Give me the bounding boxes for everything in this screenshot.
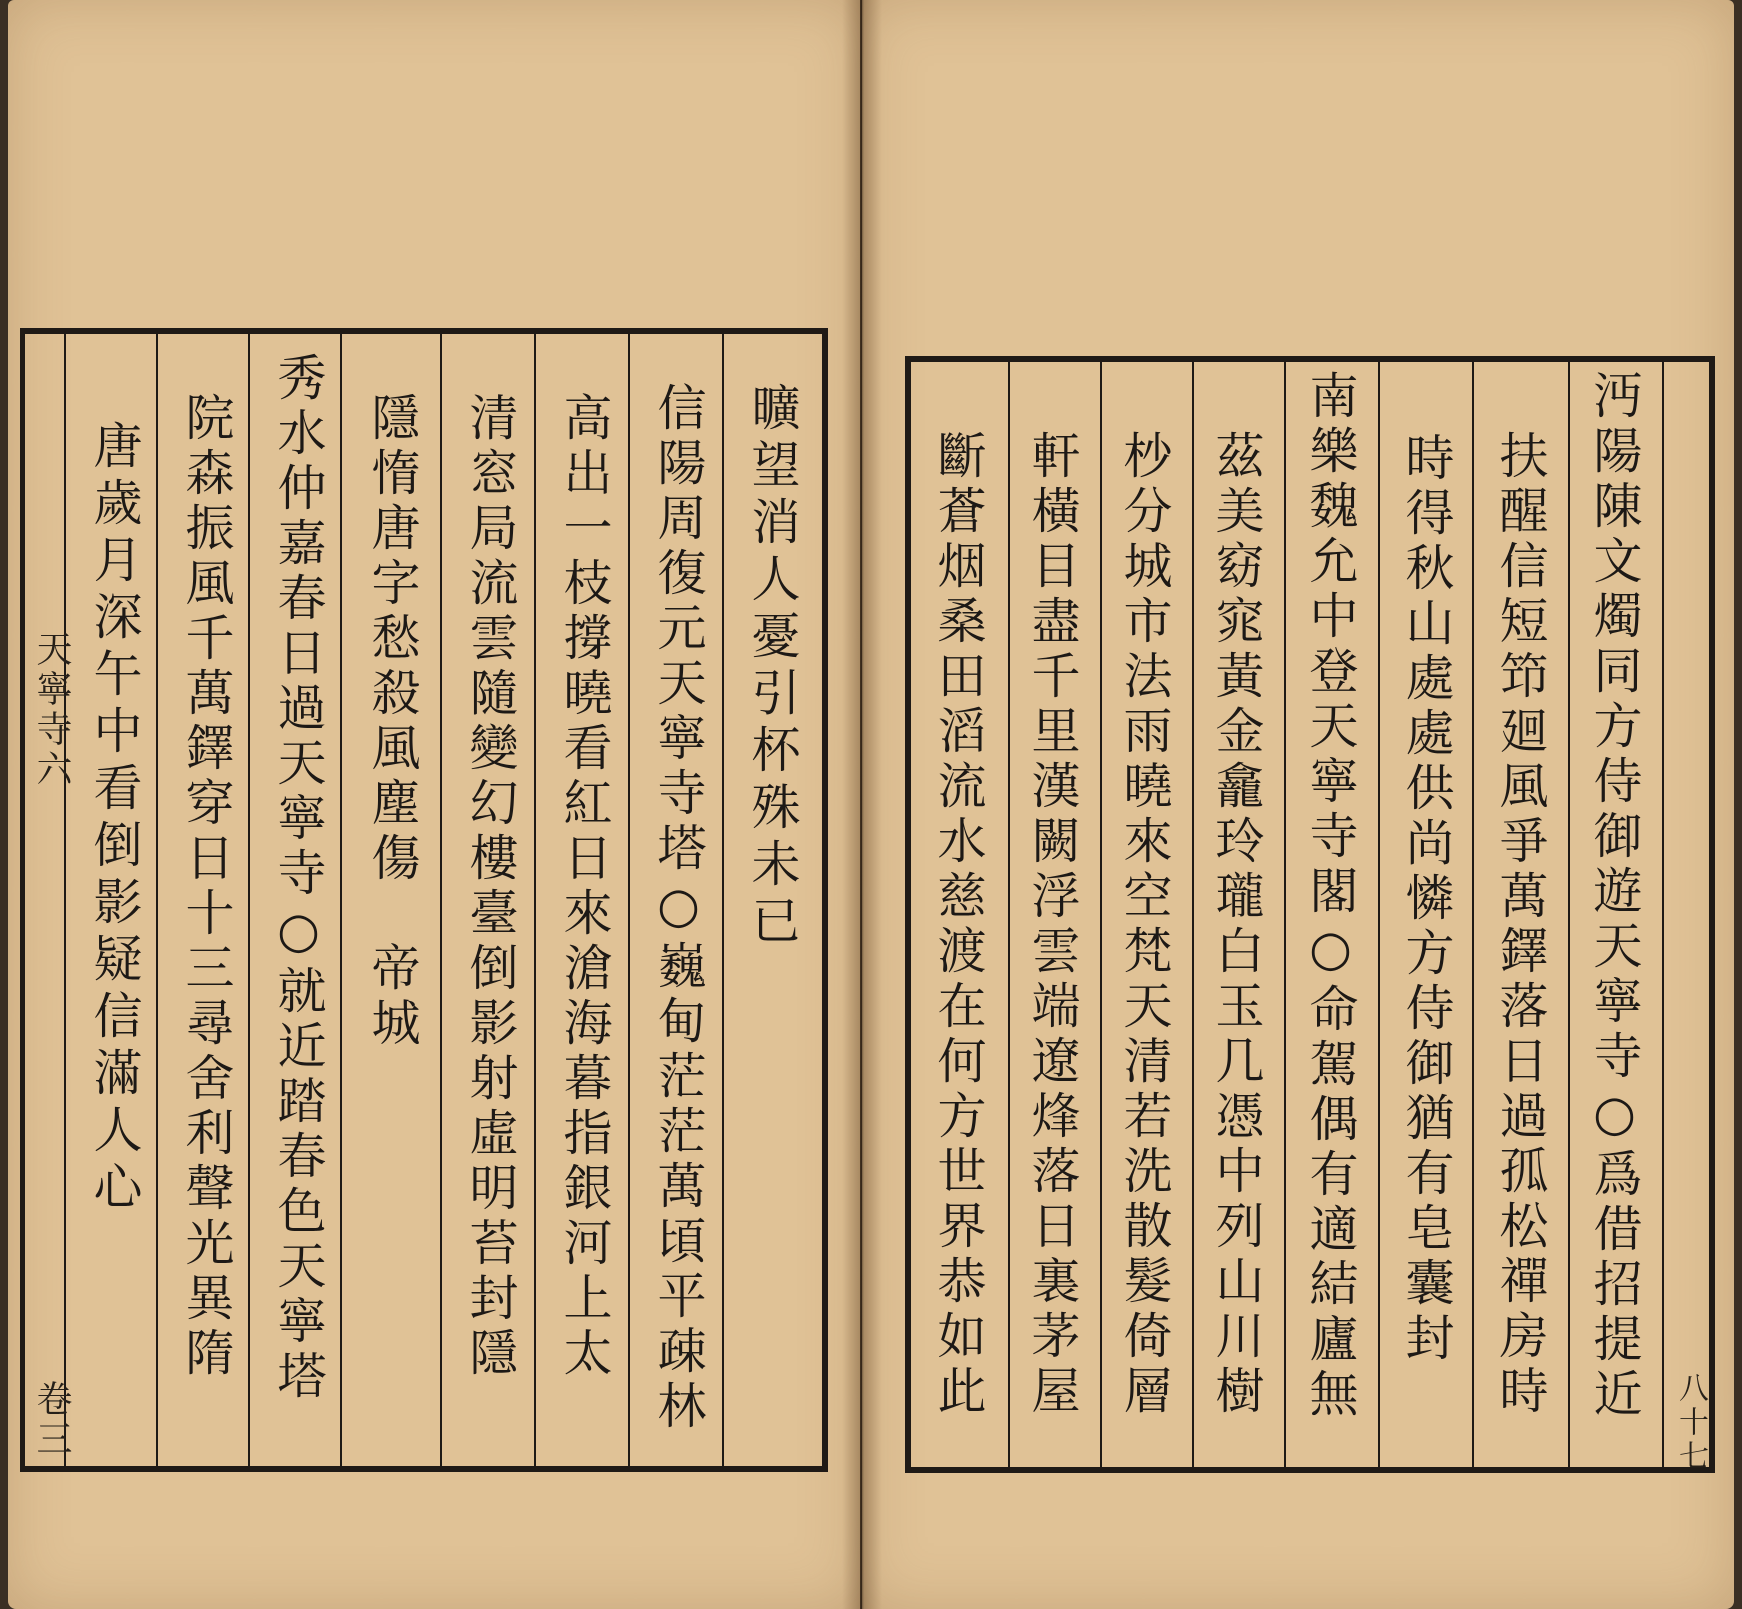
column-divider bbox=[1100, 362, 1102, 1467]
frame-right-rule bbox=[822, 328, 828, 1472]
text-column: 杪分城市法雨曉來空梵天清若洗散髮倚層 bbox=[1116, 430, 1173, 1420]
text-column: 茲美窈窕黃金龕玲瓏白玉几憑中列山川樹 bbox=[1208, 430, 1265, 1420]
margin-title: 天寧寺六 bbox=[31, 630, 72, 790]
column-divider bbox=[1568, 362, 1570, 1467]
frame-bottom-rule bbox=[905, 1467, 1715, 1473]
text-column: 扶醒信短笻廻風爭萬鐸落日過孤松禪房時 bbox=[1492, 430, 1549, 1420]
text-column: 斷蒼烟桑田滔流水慈渡在何方世界恭如此 bbox=[930, 430, 987, 1420]
frame-left-rule bbox=[905, 356, 911, 1473]
text-column: 沔陽陳文燭同方侍御遊天寧寺○爲借招提近 bbox=[1586, 370, 1643, 1423]
column-divider bbox=[248, 334, 250, 1466]
text-column: 清窓局流雲隨變幻樓臺倒影射虛明苔封隱 bbox=[462, 392, 519, 1382]
text-column: 隱惰唐字愁殺風塵傷 帝城 bbox=[364, 392, 421, 1052]
column-divider bbox=[1378, 362, 1380, 1467]
text-column: 南樂魏允中登天寧寺閣○命駕偶有適結廬無 bbox=[1302, 370, 1359, 1423]
text-column: 信陽周復元天寧寺塔○巍甸茫茫萬頃平疎林 bbox=[650, 382, 707, 1435]
frame-top-rule bbox=[905, 356, 1715, 362]
frame-left-rule bbox=[20, 328, 25, 1472]
book-gutter bbox=[842, 0, 882, 1609]
column-divider bbox=[1472, 362, 1474, 1467]
text-column: 時得秋山處處供尚憐方侍御猶有皂囊封 bbox=[1398, 432, 1455, 1367]
text-column: 曠望消人憂引杯殊未已 bbox=[744, 382, 801, 952]
column-divider bbox=[156, 334, 158, 1466]
column-divider bbox=[64, 334, 66, 1466]
text-column: 唐歲月深午中看倒影疑信滿人心 bbox=[86, 420, 143, 1218]
text-column: 軒橫目盡千里漢闕浮雲端遼烽落日裏茅屋 bbox=[1024, 430, 1081, 1420]
column-divider bbox=[534, 334, 536, 1466]
column-divider bbox=[628, 334, 630, 1466]
column-divider bbox=[440, 334, 442, 1466]
text-column: 秀水仲嘉春日過天寧寺○就近踏春色天寧塔 bbox=[270, 352, 327, 1405]
column-divider bbox=[1008, 362, 1010, 1467]
column-divider bbox=[722, 334, 724, 1466]
text-column: 高出一枝撐曉看紅日來滄海暮指銀河上太 bbox=[556, 392, 613, 1382]
frame-bottom-rule bbox=[20, 1466, 828, 1472]
text-column: 院森振風千萬鐸穿日十三尋舍利聲光異隋 bbox=[178, 392, 235, 1382]
margin-page-number: 八十七 bbox=[1673, 1372, 1708, 1474]
frame-top-rule bbox=[20, 328, 828, 334]
column-divider bbox=[1662, 362, 1664, 1467]
column-divider bbox=[1192, 362, 1194, 1467]
column-divider bbox=[1284, 362, 1286, 1467]
margin-volume: 卷三 bbox=[31, 1380, 72, 1460]
column-divider bbox=[340, 334, 342, 1466]
frame-right-rule bbox=[1709, 356, 1715, 1473]
